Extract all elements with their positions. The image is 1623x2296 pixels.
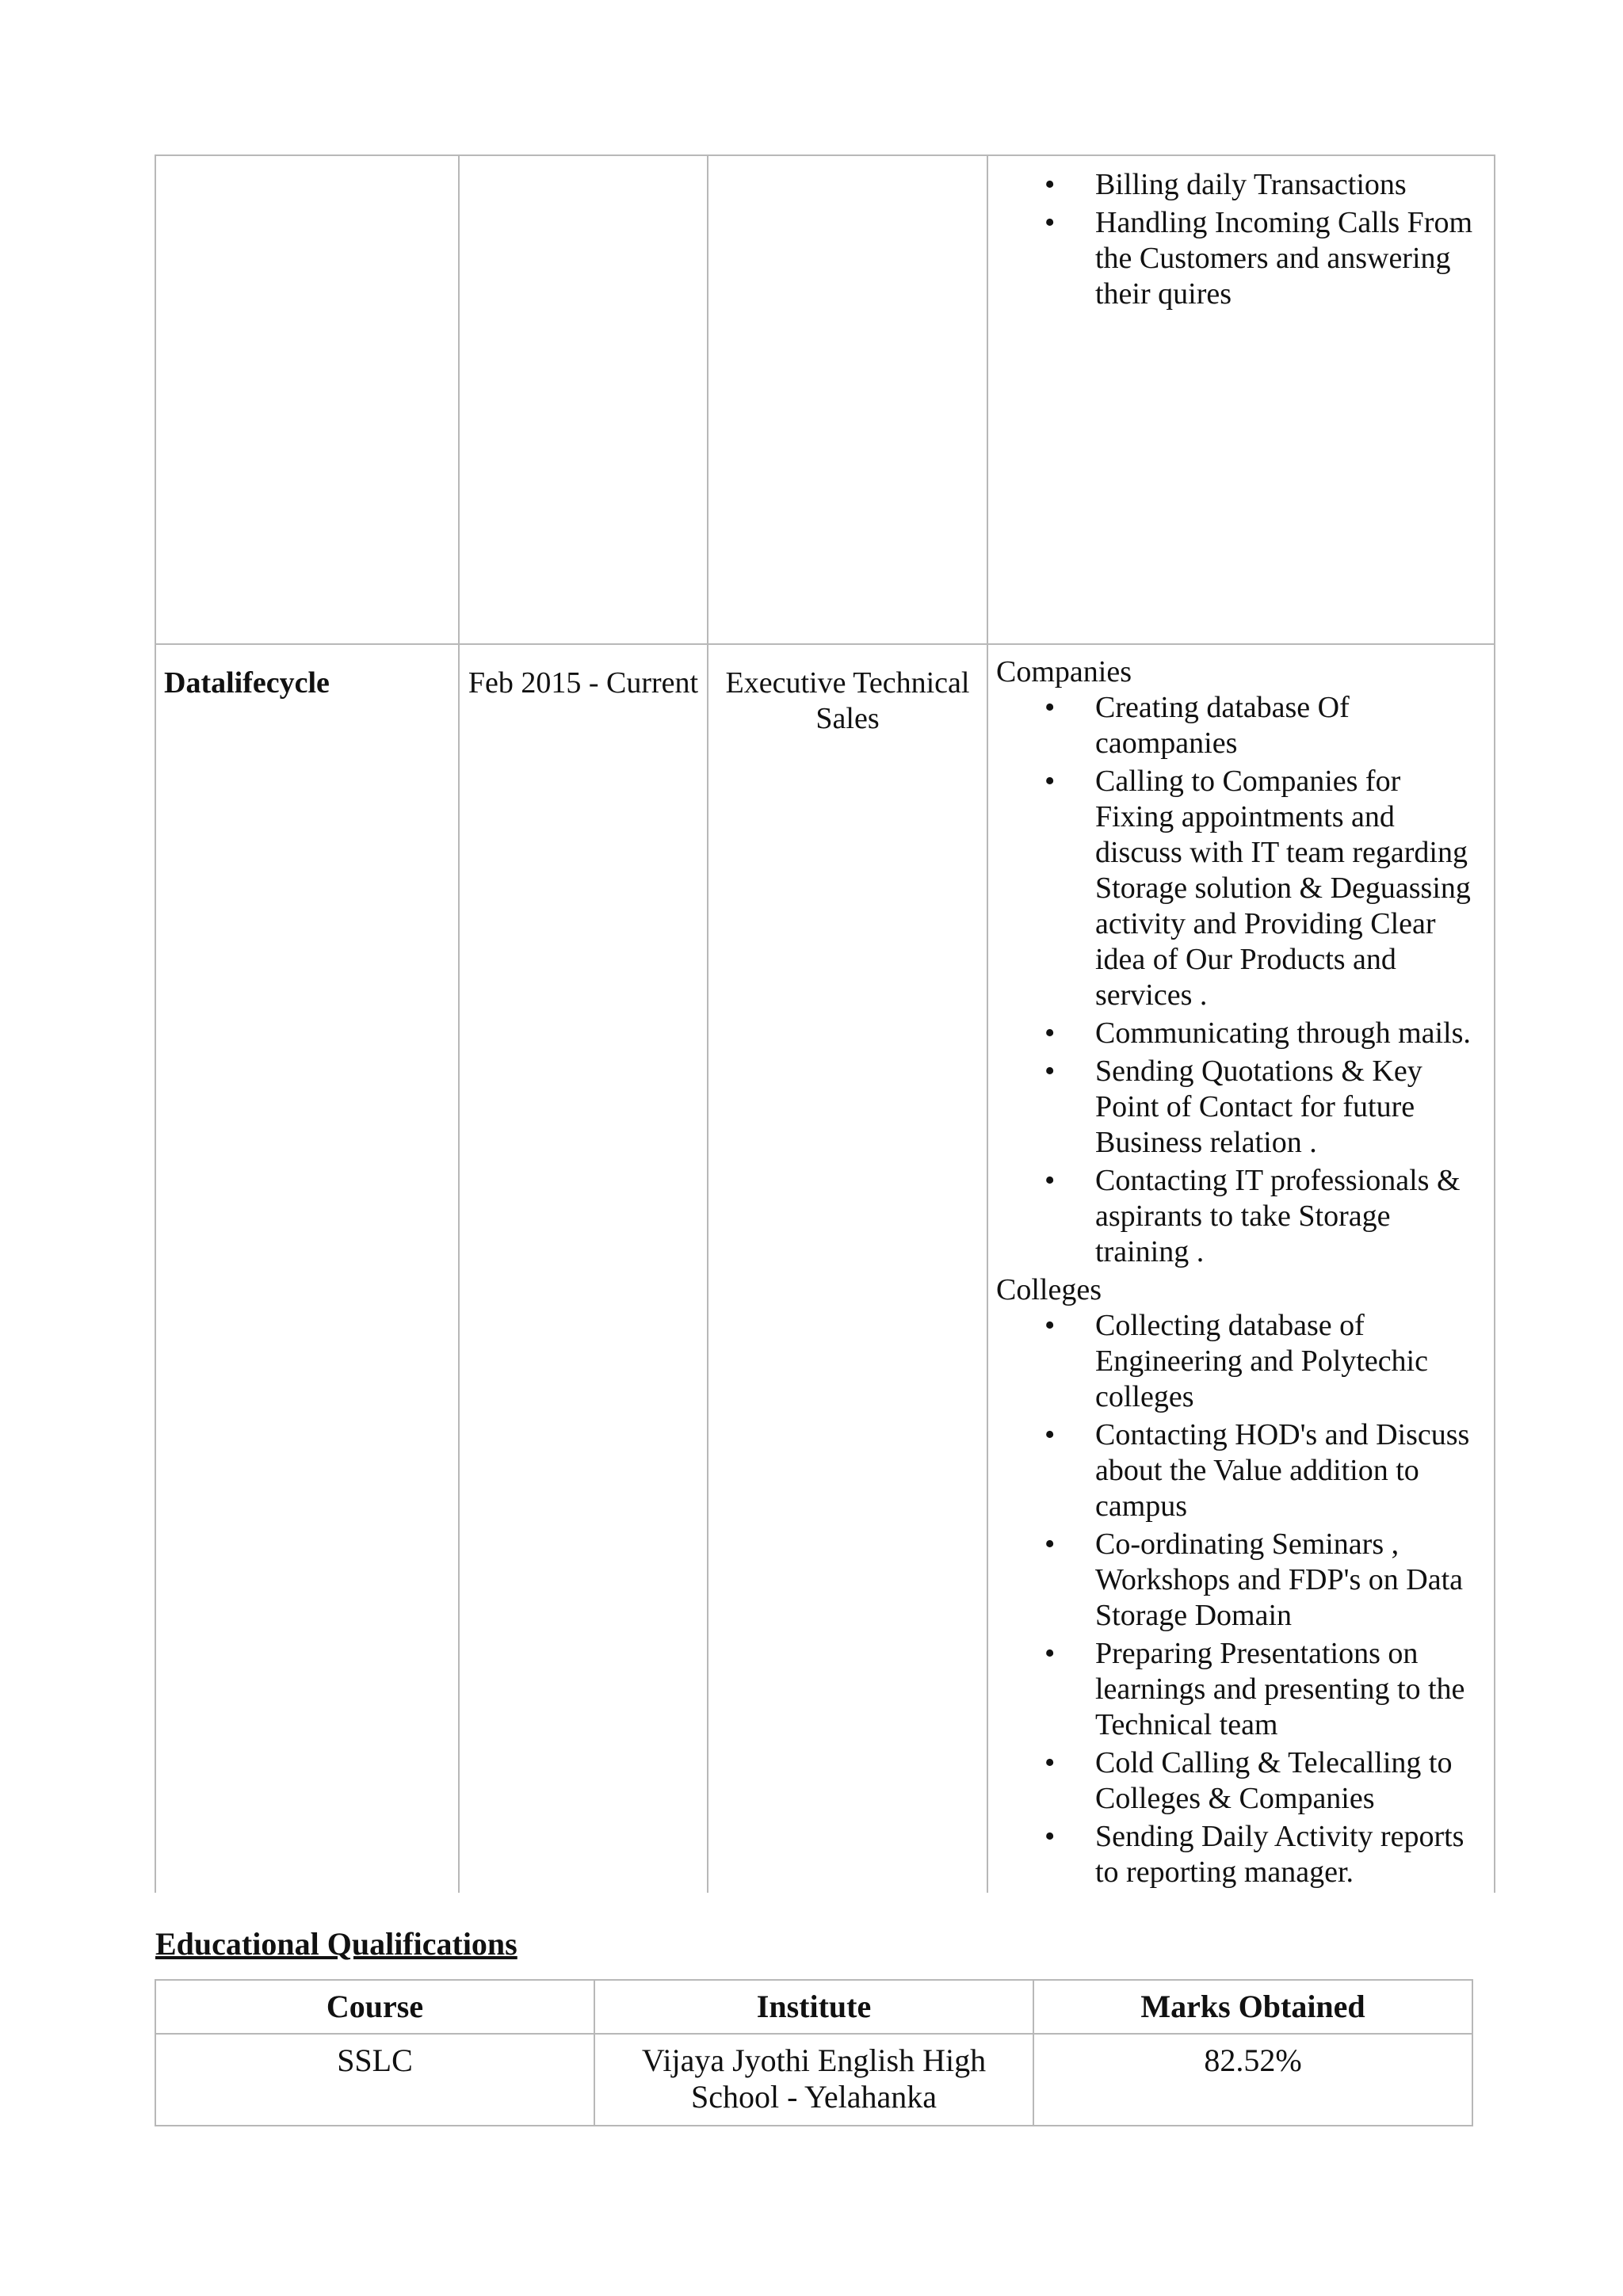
education-section-title: Educational Qualifications [155, 1926, 517, 1962]
experience-row-datalifecycle [155, 644, 1495, 1893]
period-cell [459, 155, 708, 644]
duty-item: • Sending Daily Activity reports to reporting manager. [1095, 1819, 1476, 1890]
marks-cell: 82.52% [1033, 2034, 1472, 2126]
duties-cell [987, 644, 1495, 1893]
experience-table [155, 154, 1495, 1893]
course-cell: SSLC [155, 2034, 594, 2126]
duty-item: • Collecting database of Engineering and Polytechic colleges [1095, 1308, 1476, 1415]
duty-item: • Handling Incoming Calls From the Customers and answering their quires [1095, 205, 1476, 312]
column-header-marks: Marks Obtained [1033, 1980, 1472, 2034]
designation: Executive Technical Sales [708, 644, 987, 1893]
company-cell [155, 155, 459, 644]
duty-item: • Creating database Of caompanies [1095, 690, 1476, 761]
duty-item: • Calling to Companies for Fixing appointments and discuss with IT team regarding Storage solution & Deguassing activity and Providing Clear idea of Our Products and services . [1095, 764, 1476, 1013]
duties-cell [987, 155, 1495, 644]
duty-item: • Cold Calling & Telecalling to Colleges & Companies [1095, 1745, 1476, 1817]
employment-period: Feb 2015 - Current [459, 644, 708, 1893]
company-name: Datalifecycle [155, 644, 459, 1893]
duty-section-heading: Companies [996, 655, 1132, 688]
education-row [155, 2034, 1472, 2126]
duty-item: • Co-ordinating Seminars , Workshops and FDP's on Data Storage Domain [1095, 1527, 1476, 1634]
duty-item: • Communicating through mails. [1095, 1016, 1476, 1051]
education-header-row [155, 1980, 1472, 2034]
education-table [155, 1979, 1473, 2126]
duty-item: • Contacting HOD's and Discuss about the Value addition to campus [1095, 1417, 1476, 1524]
duties-list-colleges [996, 1308, 1476, 1890]
column-header-institute: Institute [594, 1980, 1033, 2034]
experience-row-previous [155, 155, 1495, 644]
designation-cell [708, 155, 987, 644]
duties-list-companies [996, 690, 1476, 1270]
column-header-course: Course [155, 1980, 594, 2034]
institute-cell: Vijaya Jyothi English High School - Yelahanka [594, 2034, 1033, 2126]
duties-list [996, 167, 1476, 312]
duty-item: • Contacting IT professionals & aspirants to take Storage training . [1095, 1163, 1476, 1270]
duty-item: • Preparing Presentations on learnings and presenting to the Technical team [1095, 1636, 1476, 1743]
duty-section-heading: Colleges [996, 1273, 1102, 1306]
duty-item: • Sending Quotations & Key Point of Contact for future Business relation . [1095, 1054, 1476, 1161]
duty-item: • Billing daily Transactions [1095, 167, 1476, 203]
